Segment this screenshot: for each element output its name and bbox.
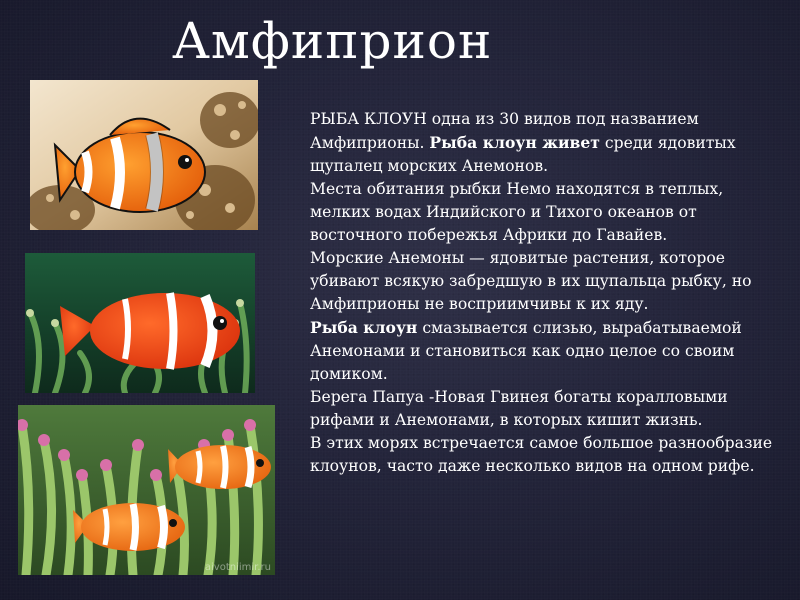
text-segment: смазывается слизью, вырабатываемой Анемонами и становиться как одно целое со своим домиком. [310,319,742,383]
photo-watermark: aivotniimir.ru [204,562,271,573]
bold-text: Рыба клоун живет [429,133,600,152]
text-segment: Морские Анемоны — ядовитые растения, которое убивают всякую забредшую в их щупальца рыбку, но Амфиприоны не восприимчивы к их яду. [310,249,752,313]
paragraph [310,247,780,316]
paragraph [310,178,780,247]
clownfish-photo-pair [18,405,275,575]
text-segment: РЫБА КЛОУН одна из 30 видов под названием Амфиприоны. [310,110,699,152]
clownfish-photo-anemone [25,253,255,393]
description-text [310,108,780,478]
paragraph [310,108,780,178]
slide-title: Амфиприон [172,12,493,70]
text-segment: среди ядовитых щупалец морских Анемонов. [310,134,736,175]
clownfish-photo-coral [30,80,258,230]
paragraph [310,316,780,386]
text-segment: В этих морях встречается самое большое разнообразие клоунов, часто даже несколько видов на одном рифе. [310,434,773,475]
text-segment: Берега Папуа -Новая Гвинея богаты коралловыми рифами и Анемонами, в которых кишит жизнь. [310,388,728,429]
paragraph [310,386,780,432]
paragraph [310,432,780,478]
bold-text: Рыба клоун [310,318,418,337]
text-segment: Места обитания рыбки Немо находятся в теплых, мелких водах Индийского и Тихого океанов от восточного побережья Африки до Гавайев. [310,180,724,244]
